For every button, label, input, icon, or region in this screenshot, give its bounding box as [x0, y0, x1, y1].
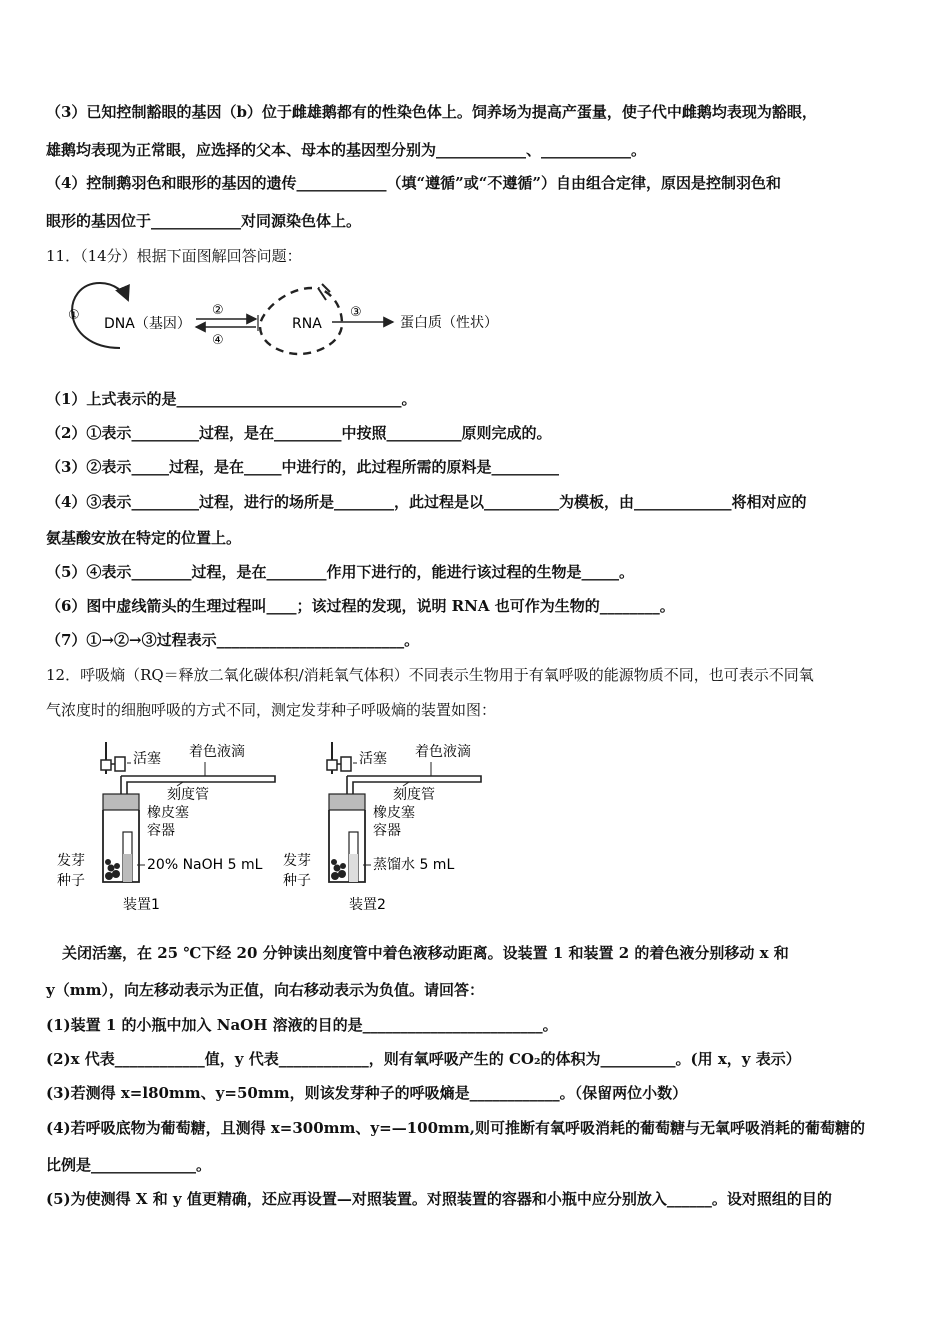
droplet-label: 着色液滴 [189, 744, 245, 760]
rna-label: RNA [292, 316, 322, 332]
circle-1-label: ① [68, 308, 80, 323]
dna-label: DNA（基因） [104, 316, 191, 332]
water-label: 蒸馏水 5 mL [373, 857, 455, 873]
naoh-label: 20% NaOH 5 mL [147, 857, 263, 873]
q4-line-2: 眼形的基因位于____________对同源染色体上。 [46, 212, 362, 230]
protein-label: 蛋白质（性状） [400, 315, 498, 331]
q11-sub-4-line-1: （4）③表示_________过程，进行的场所是________，此过程是以__________为模板，由_____________将相对应的 [46, 493, 807, 511]
q12-line-2: 气浓度时的细胞呼吸的方式不同，测定发芽种子呼吸熵的装置如图： [46, 701, 497, 719]
q11-sub-2: （2）①表示_________过程，是在_________中按照__________原则完成的。 [46, 424, 552, 442]
q12-answer-4-line-1: (4)若呼吸底物为葡萄糖，且测得 x=300mm、y=—100mm,则可推断有氧呼吸消耗的葡萄糖与无氧呼吸消耗的葡萄糖的 [46, 1119, 865, 1137]
q11-sub-7: （7）①→②→③过程表示_________________________。 [46, 631, 420, 649]
stopcock-label: 活塞 [133, 751, 161, 767]
device-1-caption: 装置1 [123, 897, 160, 913]
seeds-label-2: 种子 [283, 873, 311, 889]
q11-sub-3: （3）②表示_____过程，是在_____中进行的，此过程所需的原料是_________ [46, 458, 559, 476]
seeds-label-1: 发芽 [283, 853, 311, 869]
q12-line-1: 12．呼吸熵（RQ＝释放二氧化碳体积/消耗氧气体积）不同表示生物用于有氧呼吸的能源物质不同，也可表示不同氧 [46, 666, 814, 684]
device-2-caption: 装置2 [349, 897, 386, 913]
q12-para-2: y（mm），向左移动表示为正值，向右移动表示为负值。请回答： [46, 981, 484, 999]
rubber-stopper [103, 794, 139, 810]
q11-sub-5: （5）④表示________过程，是在________作用下进行的，能进行该过程的生物是_____。 [46, 563, 634, 581]
container-label: 容器 [147, 823, 175, 839]
device-2 [283, 742, 481, 913]
respirometer-figure [55, 734, 495, 914]
circle-4-label: ④ [212, 333, 224, 348]
circle-2-label: ② [212, 303, 224, 318]
container-label: 容器 [373, 823, 401, 839]
q4-line-1: （4）控制鹅羽色和眼形的基因的遗传____________（填“遵循”或“不遵循”）自由组合定律，原因是控制羽色和 [46, 174, 781, 192]
scale-tube-label: 刻度管 [167, 787, 209, 803]
central-dogma-diagram [60, 278, 540, 358]
q3-line-2: 雄鹅均表现为正常眼，应选择的父本、母本的基因型分别为____________、____________。 [46, 141, 647, 159]
question-11-title: 11．（14分）根据下面图解回答问题： [46, 247, 302, 265]
seeds-label-2: 种子 [57, 873, 85, 889]
scale-tube-label: 刻度管 [393, 787, 435, 803]
q12-answer-4-line-2: 比例是______________。 [46, 1156, 212, 1174]
rubber-stopper [329, 794, 365, 810]
q11-sub-1: （1）上式表示的是______________________________。 [46, 390, 417, 408]
droplet-label: 着色液滴 [415, 744, 471, 760]
circle-3-label: ③ [350, 305, 362, 320]
stopcock-label: 活塞 [359, 751, 387, 767]
q12-answer-5: (5)为使测得 X 和 y 值更精确，还应再设置—对照装置。对照装置的容器和小瓶中应分别放入______。设对照组的目的 [46, 1190, 832, 1208]
q12-para-1: 关闭活塞，在 25 ℃下经 20 分钟读出刻度管中着色液移动距离。设装置 1 和装置 2 的着色液分别移动 x 和 [62, 944, 789, 962]
q12-answer-2: (2)x 代表____________值，y 代表____________，则有氧呼吸产生的 CO₂的体积为__________。(用 x，y 表示） [46, 1050, 801, 1068]
device-1 [57, 742, 275, 913]
q3-line-1: （3）已知控制豁眼的基因（b）位于雌雄鹅都有的性染色体上。饲养场为提高产蛋量，使子代中雌鹅均表现为豁眼， [46, 103, 817, 121]
stopper-label: 橡皮塞 [373, 805, 415, 821]
q12-answer-1: (1)装置 1 的小瓶中加入 NaOH 溶液的目的是________________________。 [46, 1016, 558, 1034]
q11-sub-4-line-2: 氨基酸安放在特定的位置上。 [46, 529, 242, 547]
q11-sub-6: （6）图中虚线箭头的生理过程叫____；该过程的发现，说明 RNA 也可作为生物的________。 [46, 597, 675, 615]
seeds-label-1: 发芽 [57, 853, 85, 869]
q12-answer-3: (3)若测得 x=l80mm、y=50mm，则该发芽种子的呼吸熵是____________。（保留两位小数） [46, 1084, 688, 1102]
stopper-label: 橡皮塞 [147, 805, 189, 821]
